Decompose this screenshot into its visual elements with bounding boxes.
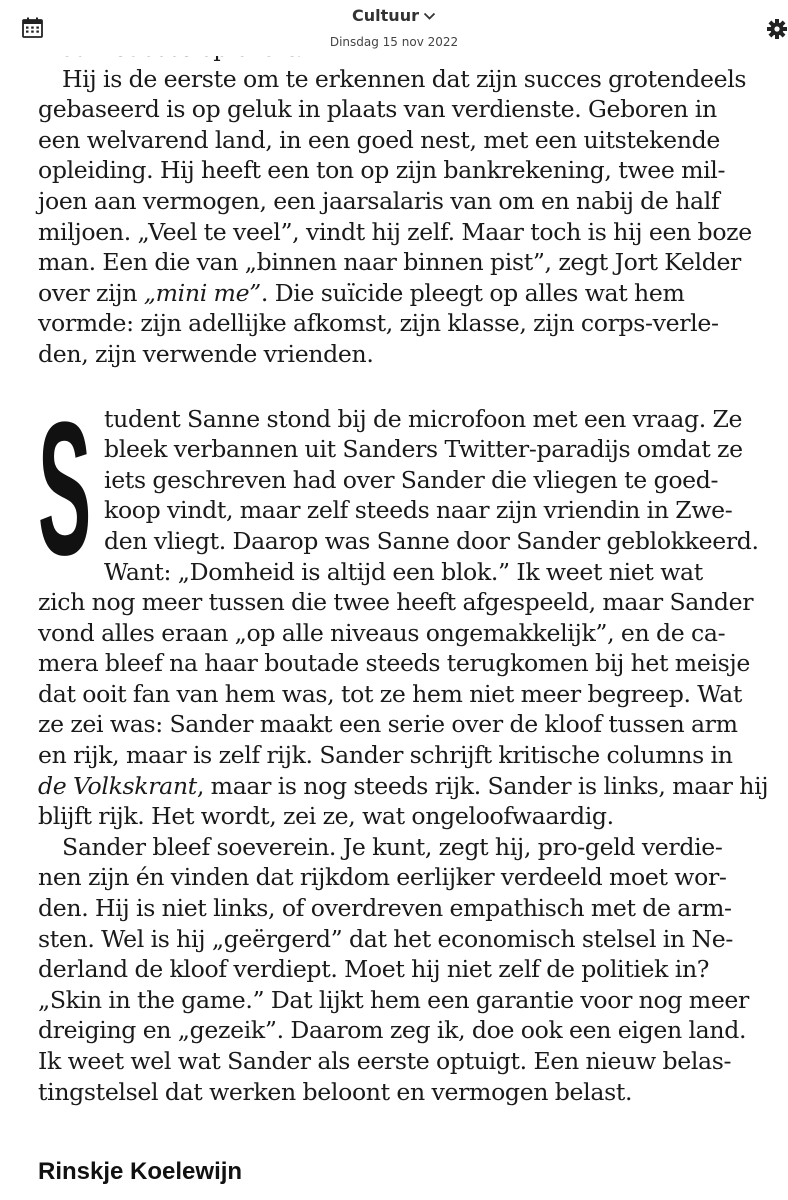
article-line: [38, 278, 774, 309]
article-line: den vliegt. Daarop was Sanne door Sander geblokkeerd.: [104, 526, 759, 555]
section-label: Cultuur: [352, 6, 419, 25]
dropcap-paragraph: [38, 382, 774, 832]
article-text: over zijn: [38, 278, 144, 307]
top-bar: [0, 0, 788, 56]
article-line: Ik weet wel wat Sander als eerste optuigt. Een nieuw belas-: [38, 1047, 732, 1075]
issue-date: Dinsdag 15 nov 2022: [329, 35, 459, 49]
chevron-down-icon: [423, 12, 436, 21]
article-line: iets geschreven had over Sander die vliegen te goed-: [104, 465, 719, 494]
article-line: „Skin in the game.” Dat lijkt hem een garantie voor nog meer: [38, 985, 749, 1014]
article-line: Want: „Domheid is altijd een blok.” Ik weet niet wat: [104, 557, 703, 586]
article-line: Hij is de eerste om te erkennen dat zijn succes grotendeels: [62, 64, 747, 93]
article-line: nen zijn én vinden dat rijkdom eerlijker verdeeld moet wor-: [38, 863, 727, 892]
article-body: [38, 33, 774, 1107]
article-line: vond alles eraan „op alle niveaus ongemakkelijk”, en de ca-: [38, 618, 726, 647]
article-line: man. Een die van „binnen naar binnen pist”, zegt Jort Kelder: [38, 248, 741, 277]
paragraph-gap: [38, 370, 774, 404]
article-line: gebaseerd is op geluk in plaats van verdienste. Geboren in: [38, 95, 717, 124]
gear-icon[interactable]: [766, 18, 788, 40]
article-line: [38, 771, 774, 802]
article-text: , maar is nog steeds rijk. Sander is links, maar hij: [196, 771, 769, 800]
section-selector[interactable]: [0, 6, 788, 25]
article-line: dat ooit fan van hem was, tot ze hem niet meer begreep. Wat: [38, 679, 742, 708]
article-line: bleek verbannen uit Sanders Twitter-paradijs omdat ze: [104, 435, 743, 464]
article-line: miljoen. „Veel te veel”, vindt hij zelf. Maar toch is hij een boze: [38, 217, 752, 246]
dropcap-letter: S: [38, 382, 92, 595]
article-line: den, zijn verwende vrienden.: [38, 339, 374, 368]
article-text: . Die suïcide pleegt op alles wat hem: [260, 278, 685, 307]
article-line: en rijk, maar is zelf rijk. Sander schrijft kritische columns in: [38, 741, 733, 770]
article-line: tingstelsel dat werken beloont en vermogen belast.: [38, 1077, 633, 1106]
article-italic-text: de Volkskrant: [38, 771, 197, 800]
article-line: Sander bleef soeverein. Je kunt, zegt hij, pro-geld verdie-: [62, 832, 723, 861]
article-line: ze zei was: Sander maakt een serie over de kloof tussen arm: [38, 710, 738, 739]
article-line: blijft rijk. Het wordt, zei ze, wat ongeloofwaardig.: [38, 802, 614, 831]
article-line: tudent Sanne stond bij de microfoon met een vraag. Ze: [104, 404, 743, 433]
article-line: zich nog meer tussen die twee heeft afgespeeld, maar Sander: [38, 588, 754, 617]
article-line: dreiging en „gezeik”. Daarom zeg ik, doe ook een eigen land.: [38, 1016, 747, 1045]
article-line: koop vindt, maar zelf steeds naar zijn vriendin in Zwe-: [104, 496, 733, 525]
article-line: een welvarend land, in een goed nest, met een uitstekende: [38, 125, 720, 154]
article-line: den. Hij is niet links, of overdreven empathisch met de arm-: [38, 894, 732, 923]
author-byline: Rinskje Koelewijn: [38, 1158, 243, 1185]
article-line: opleiding. Hij heeft een ton op zijn bankrekening, twee mil-: [38, 156, 726, 185]
article-line: mera bleef na haar boutade steeds terugkomen bij het meisje: [38, 649, 750, 678]
article-line: sten. Wel is hij „geërgerd” dat het economisch stelsel in Ne-: [38, 924, 734, 953]
article-line: joen aan vermogen, een jaarsalaris van om en nabij de half: [38, 186, 720, 215]
article-line: derland de kloof verdiept. Moet hij niet zelf de politiek in?: [38, 955, 710, 984]
article-italic-text: „mini me”: [143, 278, 261, 307]
article-line: vormde: zijn adellijke afkomst, zijn klasse, zijn corps-verle-: [38, 309, 719, 338]
